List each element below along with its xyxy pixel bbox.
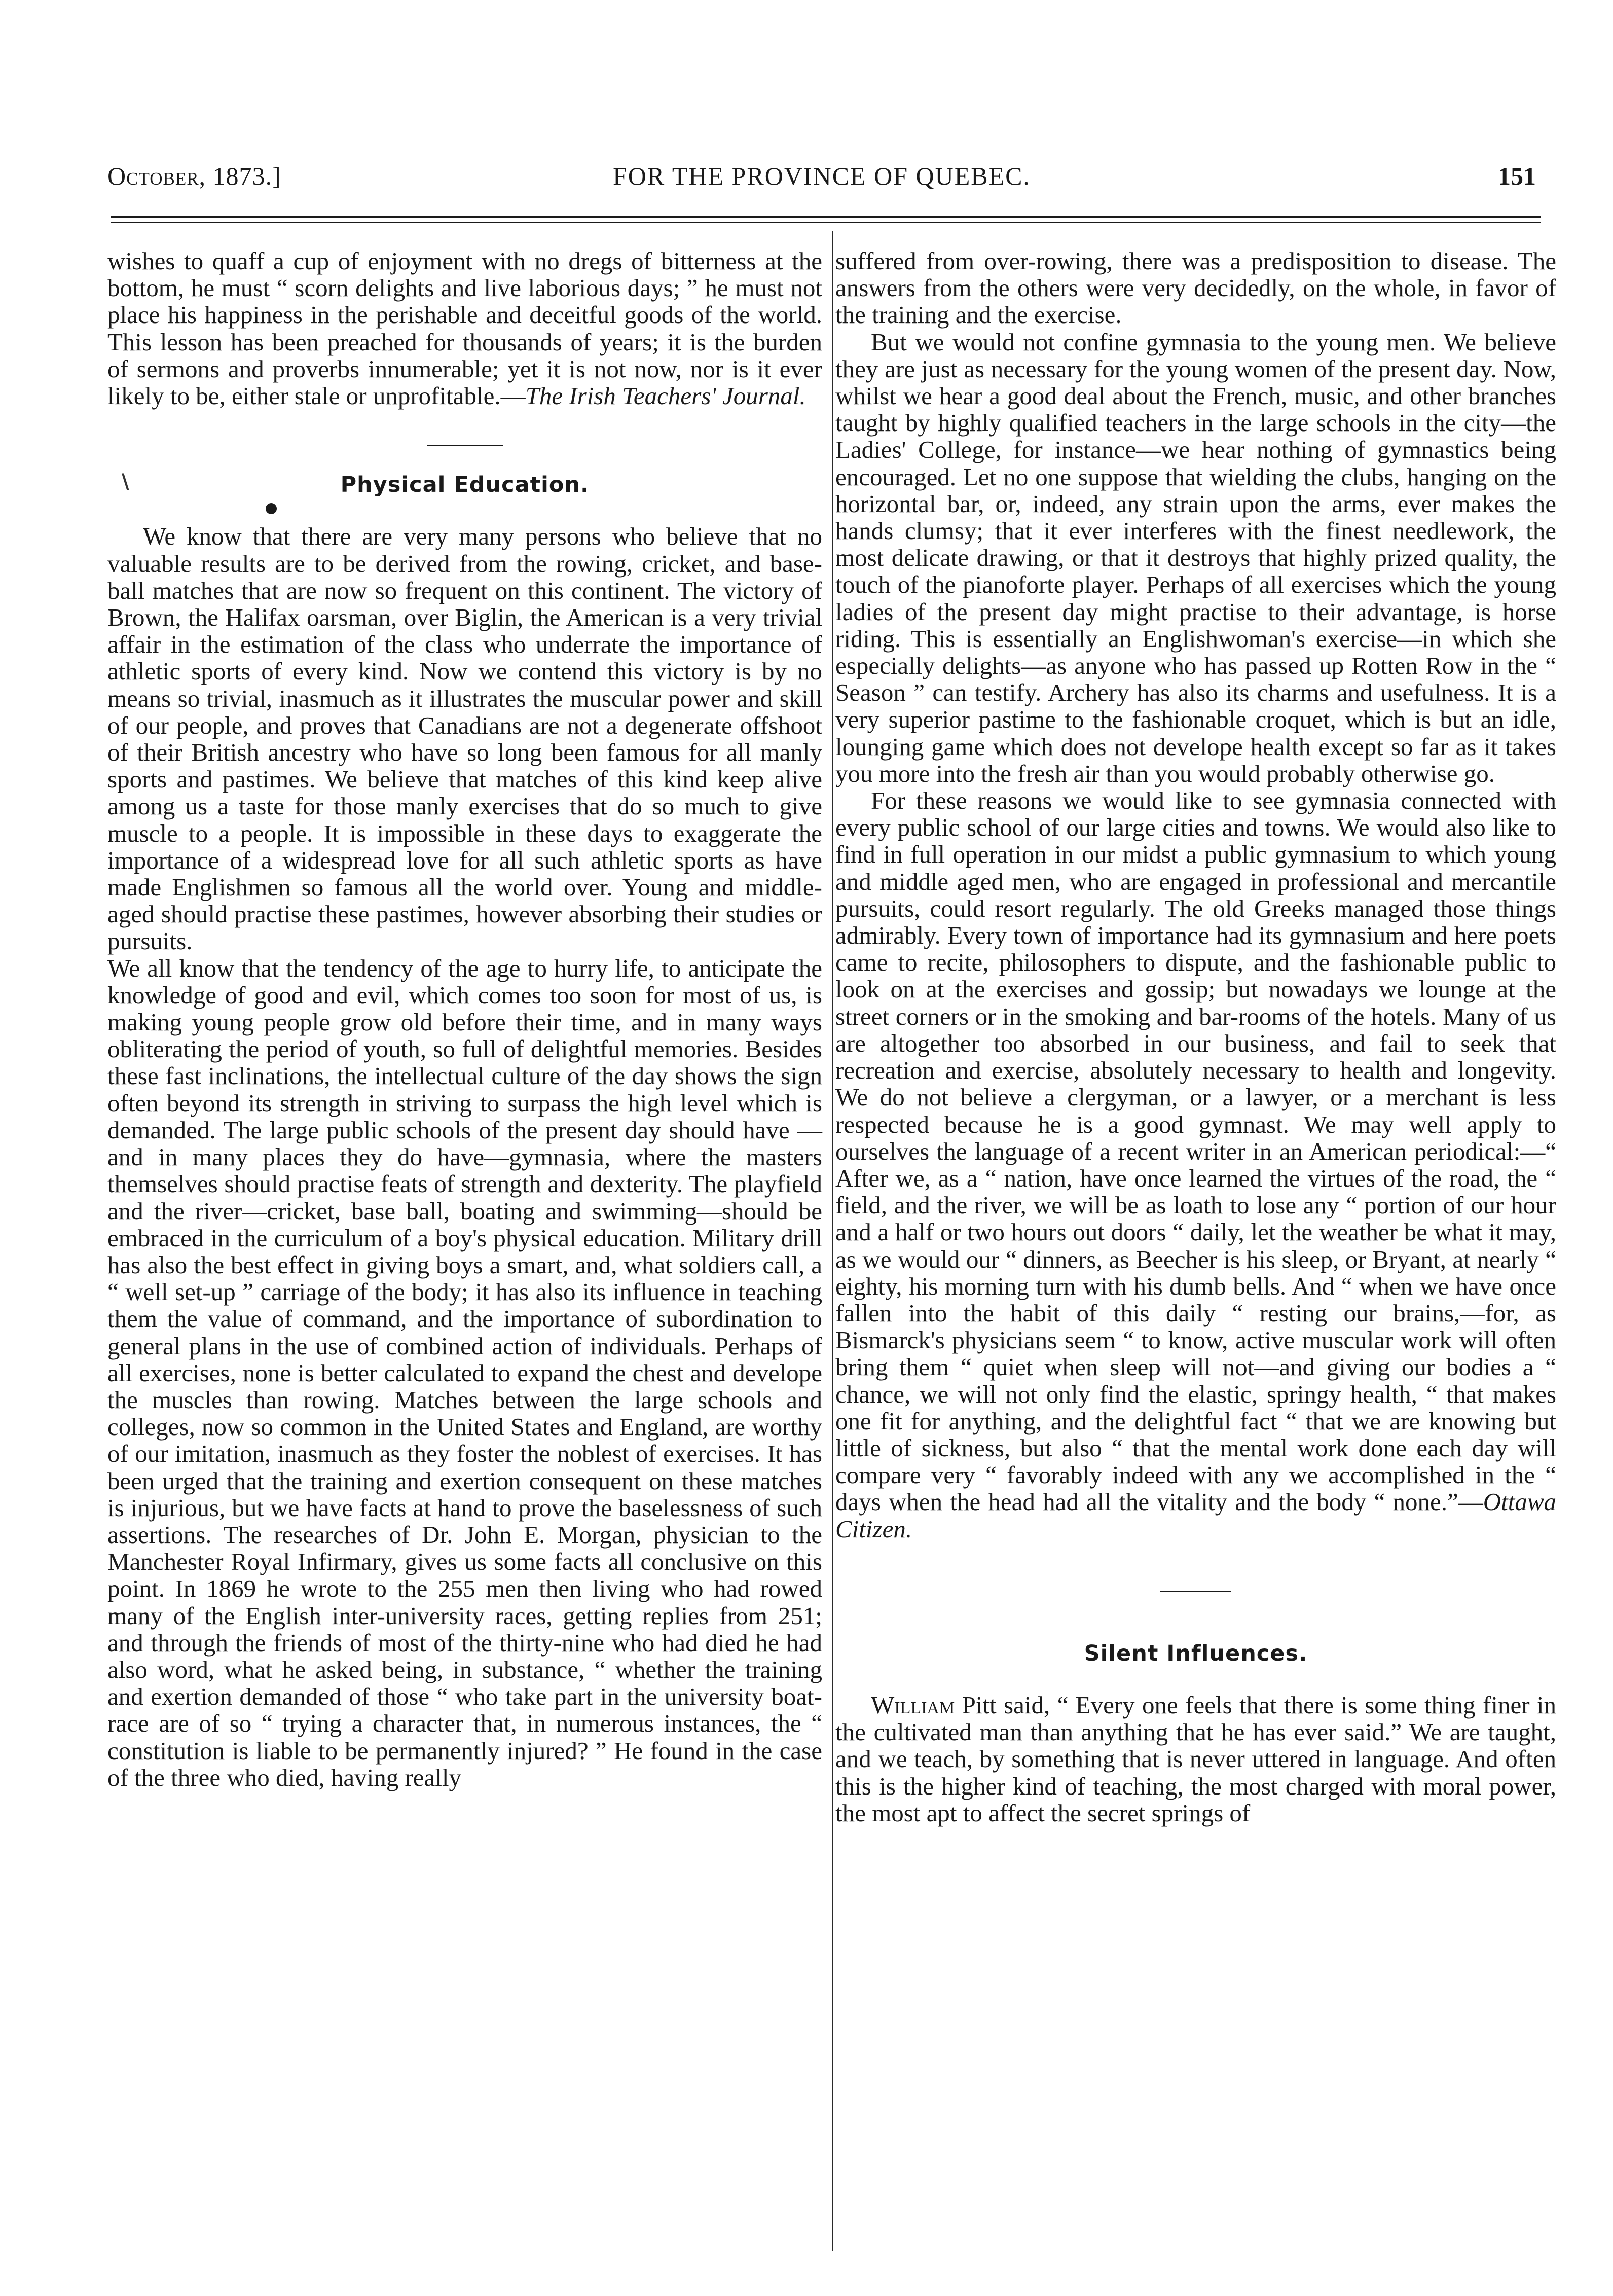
scan-mark: \ [122, 470, 130, 494]
right-column [835, 247, 1556, 1826]
article-heading-text: Physical Education. [340, 472, 590, 498]
article-paragraph-text: For these reasons we would like to see gymnasia connected with every public school of our large cities and towns. We would also like to find in full operation in our midst a public gymnasium to which young and middle aged men, who are engaged in professional and mercantile pursuits, could resort regularly. The old Greeks managed those things admirably. Every town of importance had its gymnasium and here poets came to recite, philosophers to dispute, and the fashionable public to look on at the exercises and gossip; but nowadays we lounge at the street corners or in the smoking and bar-rooms of the hotels. Many of us are altogether too absorbed in our business, and fail to seek that recreation and exercise, absolutely necessary to health and longevity. We do not believe a clergyman, or a lawyer, or a merchant is less respected because he is a good gymnast. We may well apply to ourselves the language of a recent writer in an American periodical:—“ After we, as a “ nation, have once learned the virtues of the road, the “ field, and the river, we will be as loath to lose any “ portion of our hour and a half or two hours out doors “ daily, let the weather be what it may, as we would our “ dinners, as Beecher is his sleep, or Bryant, at nearly “ eighty, his morning turn with his dumb bells. And “ when we have once fallen into the habit of this daily “ resting our brains,—for, as Bismarck's physicians seem “ to know, active muscular work will often bring them “ quiet when sleep will not—and giving our bodies a “ chance, we will not only find the elastic, springy health, “ that makes one fit for anything, and the delightful fact “ that we are knowing but little of sickness, but also “ that the mental work done each day will compare very “ favorably indeed with any we accomplished in the “ days when the head had all the vitality and the body “ none.”— [835, 786, 1556, 1516]
page-number: 151 [1498, 162, 1536, 190]
header-date: October, 1873.] [107, 162, 281, 190]
article-paragraph: But we would not confine gymnasia to the young men. We believe they are just as necessary for the young women of the present day. Now, whilst we hear a good deal about the French, music, and other branches taught by highly qualified teachers in the large schools in the city—the Ladies' College, for instance—we hear nothing of gymnastics being encouraged. Let no one suppose that wielding the clubs, hanging on the horizontal bar, or, indeed, any strain upon the arms, ever makes the hands clumsy; that it ever interferes with the finest needlework, the most delicate drawing, or that it destroys that highly prized quality, the touch of the pianoforte player. Perhaps of all exercises which the young ladies of the present day might practise to their advantage, is horse riding. This is essentially an Englishwoman's exercise—in which she especially delights—as anyone who has passed up Rotten Row in the “ Season ” can testify. Archery has also its charms and usefulness. It is a very superior pastime to the fashionable croquet, which is but an idle, lounging game which does not develope health except so far as it takes you more into the fresh air than you would probably otherwise go. [835, 328, 1556, 787]
ink-dot [266, 503, 277, 514]
continued-paragraph-source: The Irish Teachers' Journal. [525, 382, 806, 410]
article-paragraph [835, 1692, 1556, 1826]
continued-paragraph-text: wishes to quaff a cup of enjoyment with no dregs of bitterness at the bottom, he must “ scorn delights and live laborious days; ” he must not place his happiness in the perishable and deceitful goods of the world. This lesson has been preached for thousands of years; it is the burden of sermons and proverbs innumerable; yet it is not now, nor is it ever likely to be, either stale or unprofitable.— [107, 247, 822, 410]
article-paragraph [835, 787, 1556, 1542]
lead-word: William [871, 1691, 955, 1719]
section-separator [427, 445, 503, 446]
article-paragraph-source: Ottawa Citizen. [835, 1488, 1556, 1543]
article-paragraph-text: Pitt said, “ Every one feels that there is some thing finer in the cultivated man than anything that he has ever said.” We are taught, and we teach, by something that is never uttered in language. And often this is the higher kind of teaching, the most charged with moral power, the most apt to affect the secret springs of [835, 1691, 1556, 1827]
header-rule-thin [111, 222, 1541, 223]
left-column [107, 247, 822, 1791]
header-rule-thick [111, 216, 1541, 218]
continued-paragraph [107, 247, 822, 409]
section-separator [1160, 1591, 1231, 1592]
header-title: FOR THE PROVINCE OF QUEBEC. [613, 162, 1031, 190]
article-paragraph: suffered from over-rowing, there was a predisposition to disease. The answers from the others were very decidedly, on the whole, in favor of the training and the exercise. [835, 247, 1556, 329]
column-divider [832, 231, 833, 2251]
article-paragraph: We all know that the tendency of the age to hurry life, to anticipate the knowledge of good and evil, which comes too soon for most of us, is making young people grow old before their time, and in many ways obliterating the period of youth, so full of delightful memories. Besides these fast inclinations, the intellectual culture of the day shows the sign often beyond its strength in striving to surpass the high level which is demanded. The large public schools of the present day should have —and in many places they do have—gymnasia, where the masters themselves should practise feats of strength and dexterity. The playfield and the river—cricket, base ball, boating and swimming—should be embraced in the curriculum of a boy's physical education. Military drill has also the best effect in giving boys a smart, and, what soldiers call, a “ well set-up ” carriage of the body; it has also its influence in teaching them the value of command, and the importance of subordination to general plans in the use of combined action of individuals. Perhaps of all exercises, none is better calculated to expand the chest and develope the muscles than rowing. Matches between the large schools and colleges, now so common in the United States and England, are worthy of our imitation, inasmuch as they foster the noblest of exercises. It has been urged that the training and exertion consequent on these matches is injurious, but we have facts at hand to prove the baselessness of such assertions. The researches of Dr. John E. Morgan, physician to the Manchester Royal Infirmary, gives us some facts all conclusive on this point. In 1869 he wrote to the 255 men then living who had rowed many of the English inter-university races, getting replies from 251; and through the friends of most of the thirty-nine who had died he had also word, what he asked being, in substance, “ whether the training and exertion demanded of those “ who take part in the university boat-race are of so “ trying a character that, in numerous instances, the “ constitution is liable to be permanently injured? ” He found in the case of the three who died, having really [107, 954, 822, 1791]
running-header [107, 161, 1536, 197]
article-paragraph: We know that there are very many persons who believe that no valuable results are to be derived from the rowing, cricket, and base-ball matches that are now so frequent on this continent. The victory of Brown, the Halifax oarsman, over Biglin, the American is a very trivial affair in the estimation of the class who underrate the importance of athletic sports of every kind. Now we contend this victory is by no means so trivial, inasmuch as it illustrates the muscular power and skill of our people, and proves that Canadians are not a degenerate offshoot of their British ancestry who have so long been famous for all manly sports and pastimes. We believe that matches of this kind keep alive among us a taste for those manly exercises that do so much to give muscle to a people. It is impossible in these days to exaggerate the importance of a widespread love for all such athletic sports as have made Englishmen so famous all the world over. Young and middle-aged should practise these pastimes, however absorbing their studies or pursuits. [107, 522, 822, 955]
article-heading-silent-influences: Silent Influences. [1084, 1640, 1308, 1666]
article-heading-physical-education [107, 472, 822, 498]
